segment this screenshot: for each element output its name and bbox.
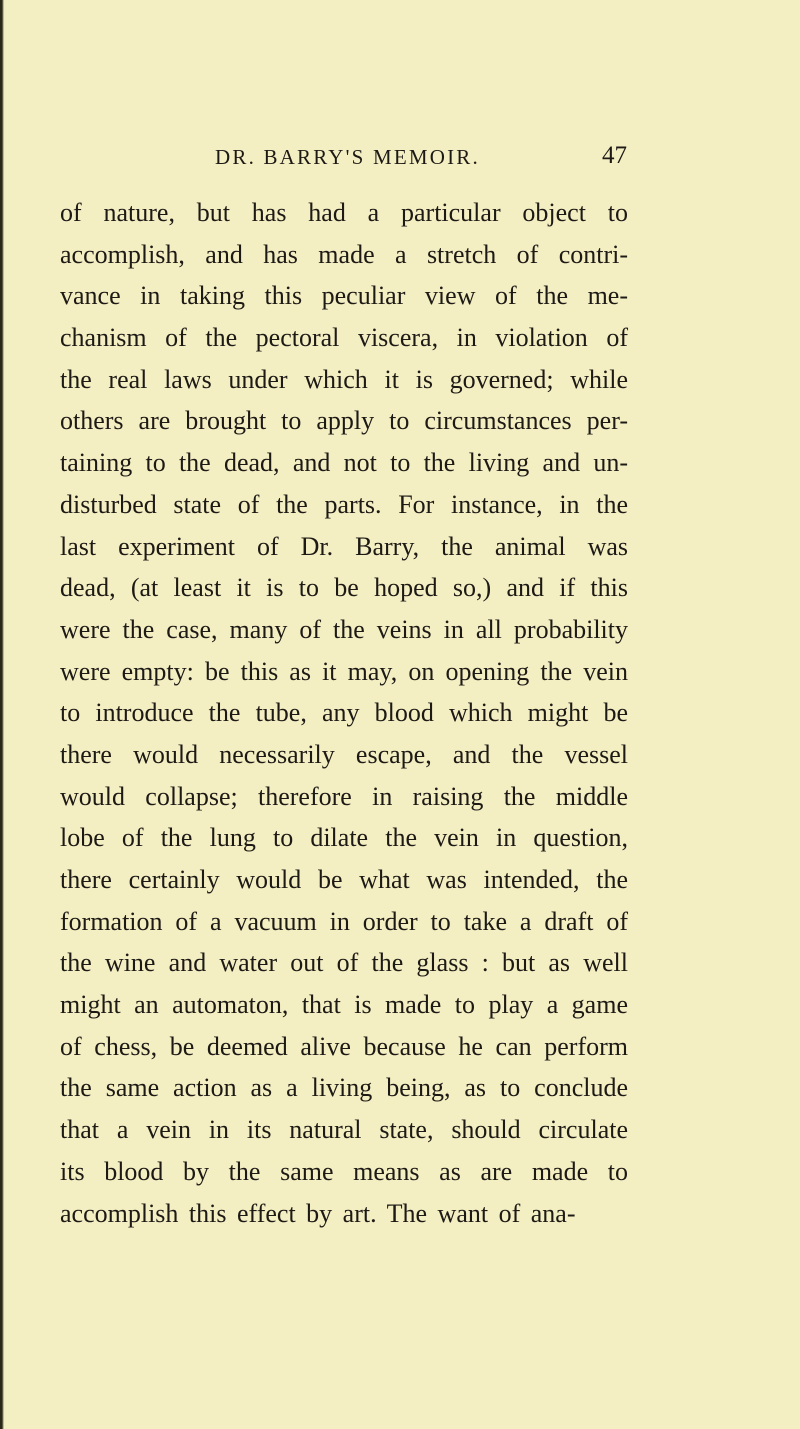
page-number: 47: [602, 142, 627, 169]
text-line: disturbed state of the parts. For instance, in the: [60, 489, 628, 519]
body-text: [60, 192, 628, 1234]
text-line: taining to the dead, and not to the living and un-: [60, 448, 628, 478]
text-line: would collapse; therefore in raising the middle: [60, 781, 628, 811]
text-line: to introduce the tube, any blood which might be: [60, 698, 628, 728]
running-head: DR. BARRY'S MEMOIR.: [215, 145, 480, 169]
text-line: of chess, be deemed alive because he can perform: [60, 1031, 628, 1061]
text-line: there would necessarily escape, and the vessel: [60, 739, 628, 769]
text-line: last experiment of Dr. Barry, the animal was: [60, 531, 628, 561]
text-line: of nature, but has had a particular object to: [60, 198, 628, 227]
text-line: formation of a vacuum in order to take a draft of: [60, 906, 628, 936]
text-line: vance in taking this peculiar view of the me-: [60, 281, 628, 311]
text-line: others are brought to apply to circumstances per-: [60, 406, 628, 436]
text-line: accomplish this effect by art. The want of ana-: [60, 1198, 576, 1228]
text-line: accomplish, and has made a stretch of contri-: [60, 239, 628, 269]
text-line: dead, (at least it is to be hoped so,) and if this: [60, 573, 628, 603]
page-header: [215, 142, 627, 174]
text-line: the same action as a living being, as to conclude: [60, 1073, 628, 1103]
text-line: chanism of the pectoral viscera, in violation of: [60, 323, 628, 353]
text-line: were empty: be this as it may, on opening the vein: [60, 656, 628, 686]
text-line: its blood by the same means as are made to: [60, 1156, 628, 1186]
text-line: the real laws under which it is governed; while: [60, 364, 628, 394]
text-line: might an automaton, that is made to play a game: [60, 990, 628, 1020]
text-line: that a vein in its natural state, should circulate: [60, 1115, 628, 1145]
page-binding-edge: [0, 0, 4, 1429]
text-line: the wine and water out of the glass : but as well: [60, 948, 628, 978]
text-line: were the case, many of the veins in all probability: [60, 614, 628, 644]
text-line: there certainly would be what was intended, the: [60, 865, 628, 894]
text-line: lobe of the lung to dilate the vein in question,: [60, 823, 628, 853]
